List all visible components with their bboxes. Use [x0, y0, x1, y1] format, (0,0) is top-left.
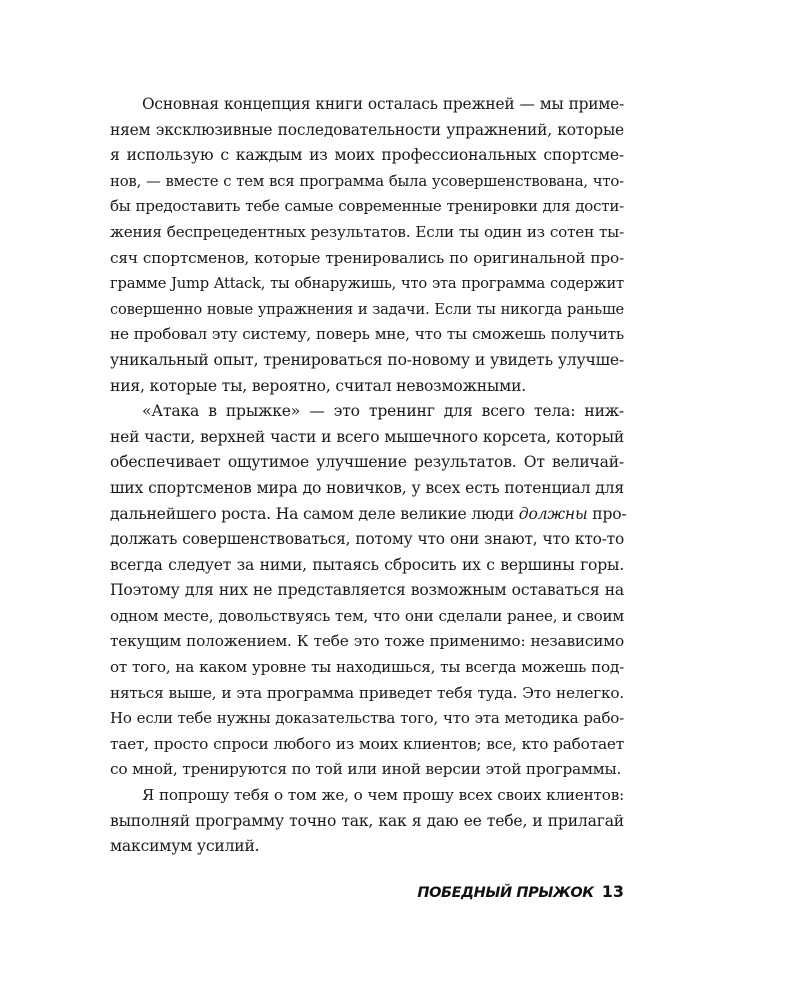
text-line: сяч спортсменов, которые тренировались по оригинальной про-	[110, 248, 624, 267]
text-line: жения беспрецедентных результатов. Если ты один из сотен ты-	[110, 222, 624, 241]
text-line-mixed	[110, 502, 627, 528]
text-line: не пробовал эту систему, поверь мне, что ты сможешь получить	[110, 325, 624, 344]
text-line: должать совершенствоваться, потому что они знают, что кто-то	[110, 530, 624, 549]
running-title: ПОБЕДНЫЙ ПРЫЖОК	[417, 885, 594, 901]
text-line: няться выше, и эта программа приведет тебя туда. Это нелегко.	[110, 683, 624, 702]
text-line: максимум усилий.	[110, 837, 260, 856]
text-line: текущим положением. К тебе это тоже применимо: независимо	[110, 632, 624, 651]
body-text	[110, 92, 627, 860]
text-line: всегда следует за ними, пытаясь сбросить их с вершины горы.	[110, 555, 624, 574]
text-run: про-	[592, 504, 627, 523]
text-line: няем эксклюзивные последовательности упражнений, которые	[110, 120, 624, 139]
text-line: ней части, верхней части и всего мышечного корсета, который	[110, 427, 624, 446]
text-line: обеспечивает ощутимое улучшение результатов. От величай-	[110, 453, 624, 472]
page-number: 13	[601, 882, 624, 901]
text-line: одном месте, довольствуясь тем, что они сделали ранее, и своим	[110, 606, 624, 625]
text-line: выполняй программу точно так, как я даю ее тебе, и прилагай	[110, 811, 624, 830]
text-line: Но если тебе нужны доказательства того, что эта методика рабо-	[110, 709, 624, 728]
text-line: я использую с каждым из моих профессиональных спортсме-	[110, 146, 624, 165]
text-line: ния, которые ты, вероятно, считал невозможными.	[110, 376, 527, 395]
text-line: ших спортсменов мира до новичков, у всех есть потенциал для	[110, 478, 624, 497]
text-line: совершенно новые упражнения и задачи. Если ты никогда раньше	[110, 300, 624, 318]
text-line: Я попрошу тебя о том же, о чем прошу всех своих клиентов:	[142, 786, 624, 805]
text-line: Основная концепция книги осталась прежней — мы приме-	[142, 95, 624, 113]
text-line: тает, просто спроси любого из моих клиентов; все, кто работает	[110, 734, 624, 753]
page-footer	[417, 878, 624, 906]
text-line: от того, на каком уровне ты находишься, ты всегда можешь под-	[110, 658, 624, 677]
emphasis-text: должны	[518, 504, 588, 523]
text-line: уникальный опыт, тренироваться по-новому и увидеть улучше-	[110, 350, 624, 369]
text-line: нов, — вместе с тем вся программа была усовершенствована, что-	[110, 171, 624, 190]
text-line: со мной, тренируются по той или иной версии этой программы.	[110, 760, 622, 779]
text-run: дальнейшего роста. На самом деле великие люди	[110, 504, 515, 523]
text-line: грамме Jump Attack, ты обнаружишь, что эта программа содержит	[110, 275, 624, 293]
text-line: «Атака в прыжке» — это тренинг для всего тела: ниж-	[142, 402, 624, 421]
text-line: бы предоставить тебе самые современные тренировки для дости-	[110, 197, 624, 216]
text-line: Поэтому для них не представляется возможным оставаться на	[110, 581, 624, 600]
